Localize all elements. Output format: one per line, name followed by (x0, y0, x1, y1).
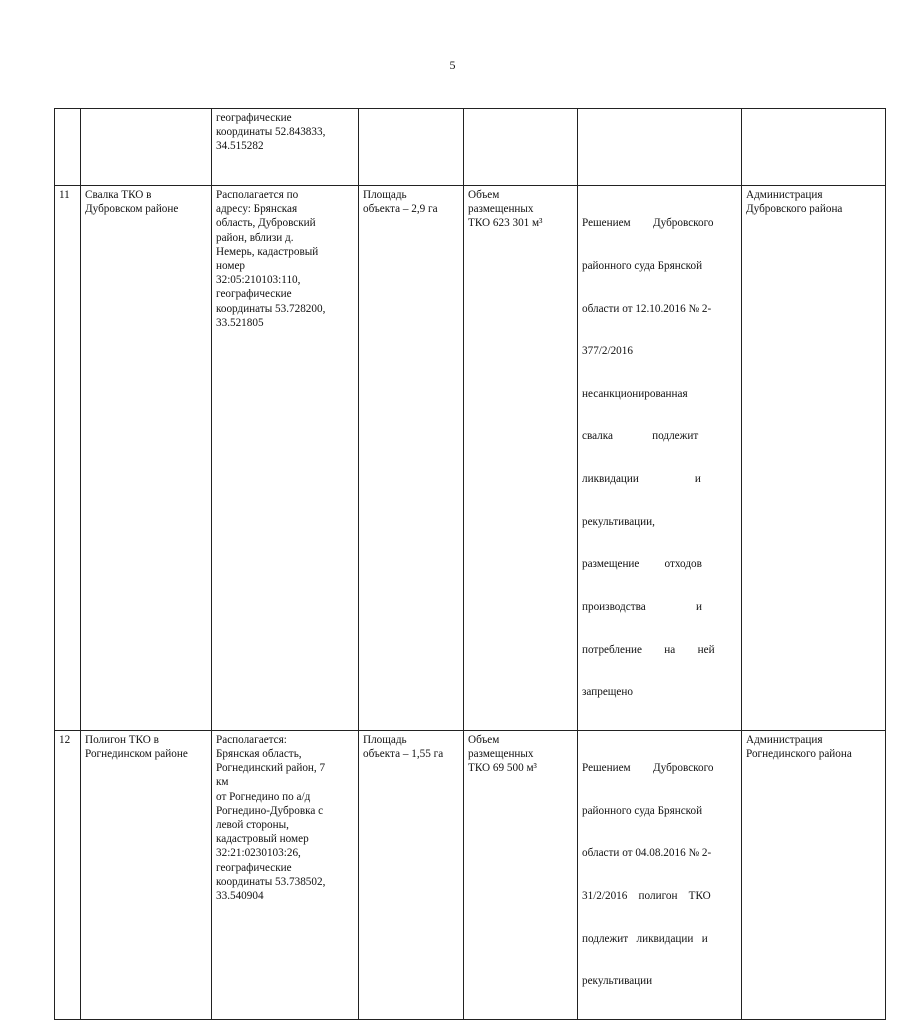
text-line: несанкционированная (582, 387, 688, 400)
text-line: Объем (468, 733, 500, 746)
text-line: Рогнединском районе (85, 747, 188, 760)
text-line: Свалка ТКО в (85, 189, 152, 201)
text-line: км (216, 776, 229, 789)
table-row (55, 109, 886, 186)
text-line: Рогнединский район, 7 (216, 762, 326, 775)
cell-name (81, 730, 212, 1019)
text-line: координаты 53.728200, (216, 302, 326, 315)
text-line: Немерь, кадастровый (216, 245, 319, 258)
text-line: область, Дубровский (216, 217, 316, 230)
cell-number: 12 (55, 730, 81, 1019)
text-line: районного суда Брянской (582, 804, 703, 817)
text-line: Объем (468, 189, 500, 201)
cell-name (81, 109, 212, 186)
cell-location (212, 186, 359, 731)
text-line: Администрация (746, 189, 823, 201)
landfill-registry-table (54, 108, 886, 1020)
text-line: 34.515282 (216, 140, 264, 153)
text-line: ТКО 69 500 м³ (468, 762, 537, 775)
text-line: Площадь (363, 733, 407, 746)
text-line: координаты 53.738502, (216, 875, 326, 888)
text-line: объекта – 1,55 га (363, 747, 444, 760)
page-number: 5 (449, 58, 456, 72)
text-line: районного суда Брянской (582, 260, 703, 273)
cell-responsible (742, 109, 886, 186)
cell-volume (464, 730, 578, 1019)
text-line: географические (216, 112, 292, 124)
text-line: рекультивации (582, 975, 653, 988)
text-line: Полигон ТКО в (85, 733, 159, 746)
text-line: производства и (582, 600, 703, 613)
text-line: Администрация (746, 733, 823, 746)
text-line: Дубровском районе (85, 203, 179, 216)
text-line: координаты 52.843833, (216, 126, 326, 139)
text-line: номер (216, 260, 246, 273)
text-line: Решением Дубровского (582, 217, 714, 230)
text-line: 33.540904 (216, 889, 264, 902)
text-line: Решением Дубровского (582, 762, 714, 775)
text-line: 31/2/2016 полигон ТКО (582, 889, 711, 902)
text-line: размещение отходов (582, 558, 702, 571)
text-line: 32:21:0230103:26, (216, 847, 301, 860)
cell-decision (578, 186, 742, 731)
text-line: от Рогнедино по а/д (216, 790, 311, 803)
text-line: свалка подлежит (582, 430, 699, 443)
text-line: области от 04.08.2016 № 2- (582, 847, 712, 860)
cell-responsible (742, 730, 886, 1019)
cell-number (55, 109, 81, 186)
cell-location (212, 109, 359, 186)
text-line: Располагается: (216, 733, 287, 746)
cell-name (81, 186, 212, 731)
text-line: кадастровый номер (216, 833, 309, 846)
cell-responsible (742, 186, 886, 731)
text-line: потребление на ней (582, 643, 715, 656)
text-line: размещенных (468, 747, 534, 760)
text-line: ТКО 623 301 м³ (468, 217, 543, 230)
text-line: адресу: Брянская (216, 203, 298, 216)
text-line: размещенных (468, 203, 534, 216)
cell-decision (578, 109, 742, 186)
cell-volume (464, 186, 578, 731)
text-line: подлежит ликвидации и (582, 932, 708, 945)
cell-area (359, 186, 464, 731)
cell-location (212, 730, 359, 1019)
text-line: географические (216, 288, 292, 301)
cell-number: 11 (55, 186, 81, 731)
cell-area (359, 730, 464, 1019)
text-line: 377/2/2016 (582, 345, 633, 358)
text-line: левой стороны, (216, 818, 289, 831)
text-line: запрещено (582, 686, 633, 699)
text-line: Брянская область, (216, 747, 302, 760)
text-line: области от 12.10.2016 № 2- (582, 302, 712, 315)
text-line: Дубровского района (746, 203, 843, 216)
cell-decision (578, 730, 742, 1019)
table-row (55, 186, 886, 731)
text-line: Рогнединского района (746, 747, 852, 760)
text-line: Рогнедино-Дубровка с (216, 804, 324, 817)
text-line: Располагается по (216, 189, 299, 201)
text-line: Площадь (363, 189, 407, 201)
cell-area (359, 109, 464, 186)
cell-volume (464, 109, 578, 186)
text-line: 32:05:210103:110, (216, 274, 301, 287)
text-line: объекта – 2,9 га (363, 203, 438, 216)
table-row (55, 730, 886, 1019)
text-line: район, вблизи д. (216, 231, 294, 244)
text-line: 33.521805 (216, 316, 264, 329)
text-line: ликвидации и (582, 473, 701, 486)
text-line: рекультивации, (582, 515, 655, 528)
text-line: географические (216, 861, 292, 874)
